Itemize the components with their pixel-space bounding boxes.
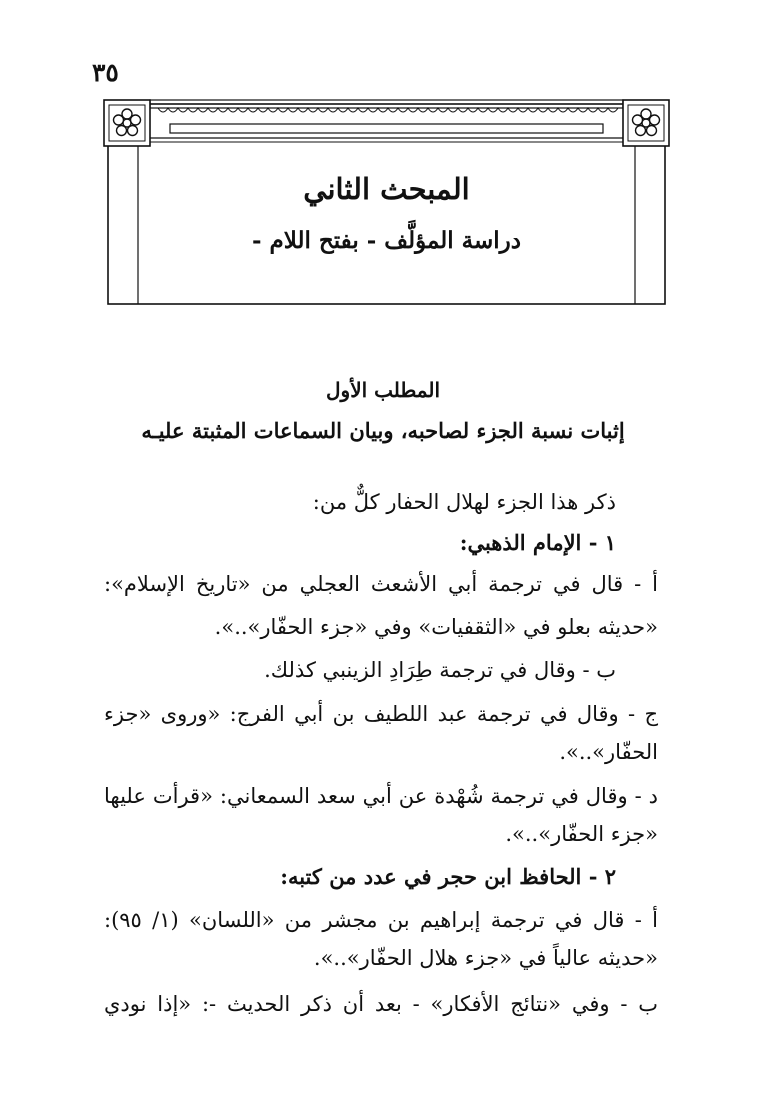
body-line: ٢ - الحافظ ابن حجر في عدد من كتبه: [280,864,616,889]
body-line: «حديثه عالياً في «جزء هلال الحفّار»..». [313,946,658,970]
body-line: ١ - الإمام الذهبي: [459,530,616,555]
body-line: أ - قال في ترجمة إبراهيم بن مجشر من «اللسان» (١/ ٩٥): [104,908,658,932]
body-line: ذكر هذا الجزء لهلال الحفار كلٌّ من: [312,490,616,514]
chapter-title: المبحث الثاني [303,172,470,206]
chapter-subtitle: دراسة المؤلَّف - بفتح اللام - [251,227,522,254]
section-title: المطلب الأول [326,378,440,402]
section-subtitle: إثبات نسبة الجزء لصاحبه، وبيان السماعات المثبتة عليـه [141,418,625,443]
body-line: ب - وفي «نتائج الأفكار» - بعد أن ذكر الحديث -: «إذا نودي [104,992,658,1016]
body-line: «جزء الحفّار»..». [505,822,658,846]
body-line: ب - وقال في ترجمة طِرَادِ الزينبي كذلك. [264,658,616,682]
body-line: «حديثه بعلو في «الثقفيات» وفي «جزء الحفّار»..». [214,615,658,639]
body-line: ج - وقال في ترجمة عبد اللطيف بن أبي الفرج: «وروى «جزء [104,702,658,726]
body-line: أ - قال في ترجمة أبي الأشعث العجلي من «تاريخ الإسلام»: [104,572,658,596]
body-line: الحفّار»..». [559,740,658,764]
page-number: ٣٥ [92,58,119,87]
body-line: د - وقال في ترجمة شُهْدة عن أبي سعد السمعاني: «قرأت عليها [104,784,658,808]
